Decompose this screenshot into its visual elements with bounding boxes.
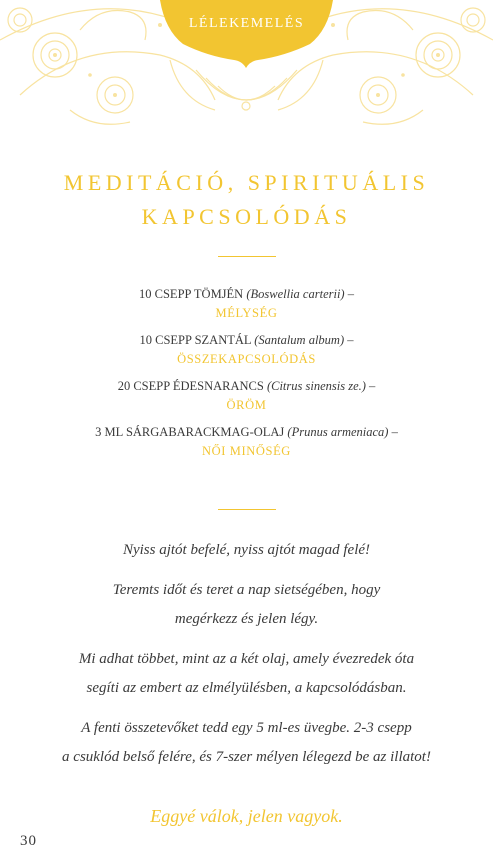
ingredient-quality: NŐI MINŐSÉG <box>202 444 291 458</box>
ingredient-latin-name: (Citrus sinensis ze.) <box>266 379 366 393</box>
header-ornament <box>0 0 493 130</box>
ingredient-quality: MÉLYSÉG <box>215 306 278 320</box>
ingredient-amount: 10 CSEPP TÖMJÉN <box>139 287 244 301</box>
recipe-item <box>0 377 493 415</box>
ingredient-dash: – <box>365 379 376 393</box>
verse-line: Teremts időt és teret a nap sietségében, hogy <box>112 582 381 598</box>
verse-line: A fenti összetevőket tedd egy 5 ml-es üvegbe. 2-3 csepp <box>81 720 412 736</box>
verse-paragraph <box>0 645 493 703</box>
ingredient-dash: – <box>388 425 398 439</box>
recipe-list <box>0 285 493 469</box>
verse-paragraph <box>0 576 493 634</box>
ingredient-dash: – <box>344 287 354 301</box>
recipe-ingredient <box>0 285 493 304</box>
ingredient-amount: 10 CSEPP SZANTÁL <box>139 333 252 347</box>
closing-affirmation: Eggyé válok, jelen vagyok. <box>150 806 343 826</box>
title-line-2: KAPCSOLÓDÁS <box>141 204 352 229</box>
title-line-1: MEDITÁCIÓ, SPIRITUÁLIS <box>63 170 430 195</box>
recipe-ingredient <box>0 423 493 442</box>
recipe-ingredient <box>0 331 493 350</box>
ingredient-dash: – <box>344 333 354 347</box>
verse-paragraph <box>0 714 493 772</box>
divider-bottom <box>218 509 276 510</box>
verse-line: Nyiss ajtót befelé, nyiss ajtót magad felé! <box>122 542 371 558</box>
ingredient-latin-name: (Santalum album) <box>254 333 345 347</box>
ingredient-quality: ÖSSZEKAPCSOLÓDÁS <box>177 352 316 366</box>
divider-top <box>218 256 276 257</box>
section-label: LÉLEKEMELÉS <box>188 16 305 31</box>
ingredient-amount: 3 ML SÁRGABARACKMAG-OLAJ <box>95 425 285 439</box>
verse-block <box>0 536 493 783</box>
verse-line: a csuklód belső felére, és 7-szer mélyen lélegezd be az illatot! <box>62 749 431 765</box>
verse-paragraph <box>0 536 493 565</box>
verse-line: segíti az embert az elmélyülésben, a kapcsolódásban. <box>86 680 407 696</box>
ingredient-latin-name: (Boswellia carterii) <box>246 287 345 301</box>
page-number: 30 <box>20 833 37 849</box>
ingredient-amount: 20 CSEPP ÉDESNARANCS <box>117 379 267 393</box>
ingredient-quality: ÖRÖM <box>226 398 267 412</box>
verse-line: Mi adhat többet, mint az a két olaj, amely évezredek óta <box>78 651 415 667</box>
verse-line: megérkezz és jelen légy. <box>174 611 319 627</box>
recipe-ingredient <box>0 377 493 396</box>
recipe-item <box>0 285 493 323</box>
recipe-item <box>0 423 493 461</box>
page-title <box>0 166 493 234</box>
recipe-item <box>0 331 493 369</box>
ingredient-latin-name: (Prunus armeniaca) <box>287 425 389 439</box>
